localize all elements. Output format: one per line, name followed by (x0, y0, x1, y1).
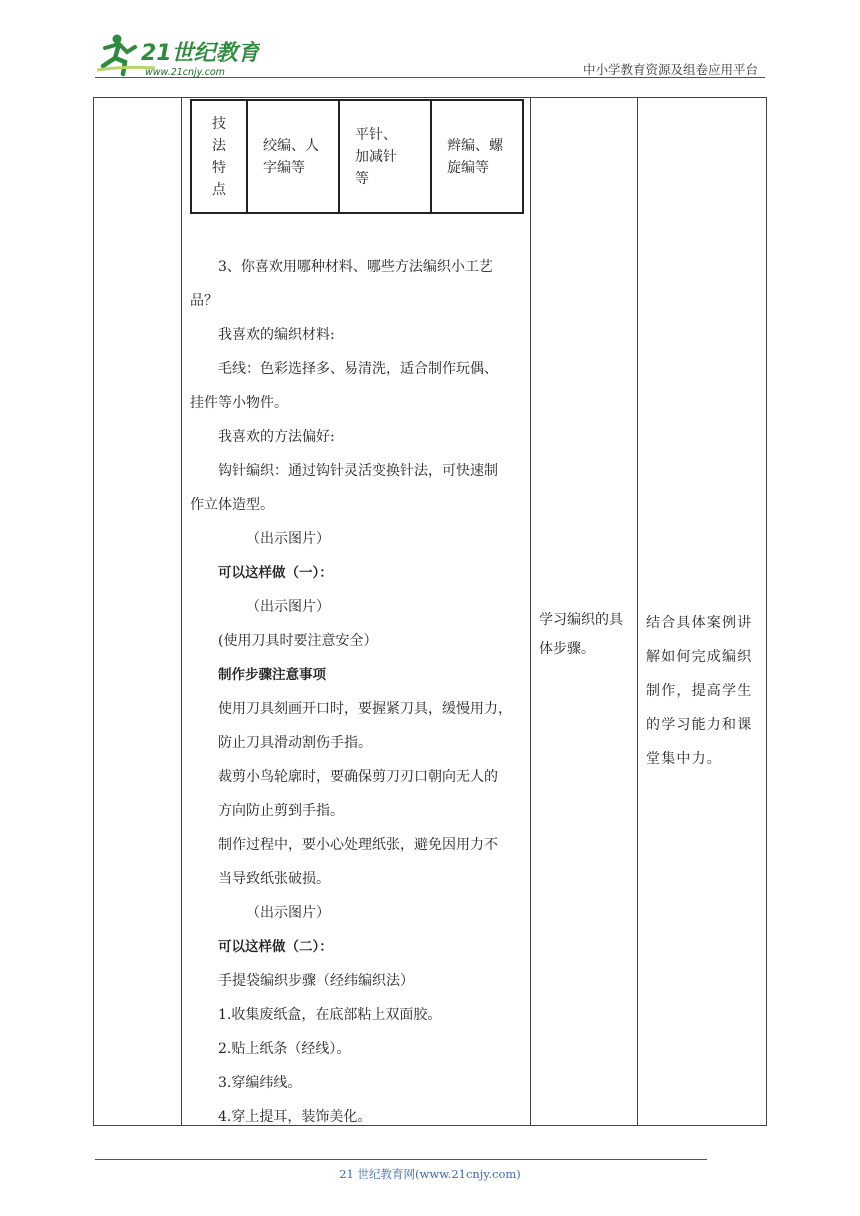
svg-text:www.21cnjy.com: www.21cnjy.com (145, 67, 225, 78)
site-logo[interactable] (95, 32, 260, 78)
platform-name: 中小学教育资源及组卷应用平台 (582, 62, 758, 77)
design-intent: 结合具体案例讲解如何完成编织制作，提高学生的学习能力和课堂集中力。 (646, 615, 753, 767)
technique-cell-text: 绞编、人 字编等 (263, 137, 319, 176)
bag-step-3: 3.穿编纬线。 (218, 1075, 302, 1091)
safety-note-3-cont: 当导致纸张破损。 (218, 871, 330, 887)
teacher-activity (190, 250, 524, 1134)
material-text-cont: 挂件等小物件。 (190, 395, 288, 411)
technique-table (190, 99, 524, 214)
header-divider (95, 77, 765, 78)
safety-note-1-cont: 防止刀具滑动割伤手指。 (218, 735, 372, 751)
technique-cell-text: 辫编、螺 旋编等 (447, 137, 503, 176)
footer-link[interactable]: 21 世纪教育网(www.21cnjy.com) (339, 1167, 521, 1181)
safety-note: (使用刀具时要注意安全） (218, 633, 378, 649)
safety-note-2-cont: 方向防止剪到手指。 (218, 803, 344, 819)
method-one-title: 可以这样做（一）： (218, 565, 333, 581)
show-picture-note: （出示图片） (246, 599, 330, 615)
footer-divider (95, 1159, 707, 1160)
safety-note-1: 使用刀具刻画开口时，要握紧刀具，缓慢用力， (218, 701, 512, 717)
page-header (95, 30, 760, 78)
safety-note-2: 裁剪小鸟轮廓时，要确保剪刀刃口朝向无人的 (218, 769, 498, 785)
steps-title: 制作步骤注意事项 (218, 667, 326, 683)
column-divider-1 (181, 97, 182, 1126)
question-3-cont: 品？ (190, 293, 218, 309)
method-text-cont: 作立体造型。 (190, 497, 274, 513)
bag-step-1: 1.收集废纸盒，在底部粘上双面胶。 (218, 1007, 442, 1023)
technique-cell-text: 平针、 加减针 等 (355, 126, 397, 187)
bag-step-4: 4.穿上提耳，装饰美化。 (218, 1109, 372, 1125)
svg-text:21世纪教育: 21世纪教育 (141, 41, 260, 66)
question-3: 3、你喜欢用哪种材料、哪些方法编织小工艺 (218, 259, 493, 275)
show-picture-note: （出示图片） (246, 905, 330, 921)
material-text: 毛线：色彩选择多、易清洗，适合制作玩偶、 (218, 361, 498, 377)
column-divider-2 (530, 97, 531, 1126)
material-heading: 我喜欢的编织材料: (218, 327, 335, 343)
column-divider-3 (637, 97, 638, 1126)
bag-step-2: 2.贴上纸条（经线）。 (218, 1041, 351, 1057)
method-two-title: 可以这样做（二）： (218, 939, 333, 955)
method-text: 钩针编织：通过钩针灵活变换针法，可快速制 (218, 463, 498, 479)
technique-cell (247, 100, 339, 213)
technique-cell (431, 100, 523, 213)
technique-cell (339, 100, 431, 213)
student-activity: 学习编织的具体步骤。 (539, 612, 623, 657)
show-picture-note: （出示图片） (246, 531, 330, 547)
method-heading: 我喜欢的方法偏好: (218, 429, 335, 445)
technique-row-label (191, 100, 247, 213)
technique-row (191, 100, 523, 213)
runner-logo-icon (95, 32, 260, 78)
technique-label-text: 技 法 特 点 (212, 115, 226, 198)
safety-note-3: 制作过程中，要小心处理纸张，避免因用力不 (218, 837, 498, 853)
bag-steps-title: 手提袋编织步骤（经纬编织法） (218, 973, 414, 989)
